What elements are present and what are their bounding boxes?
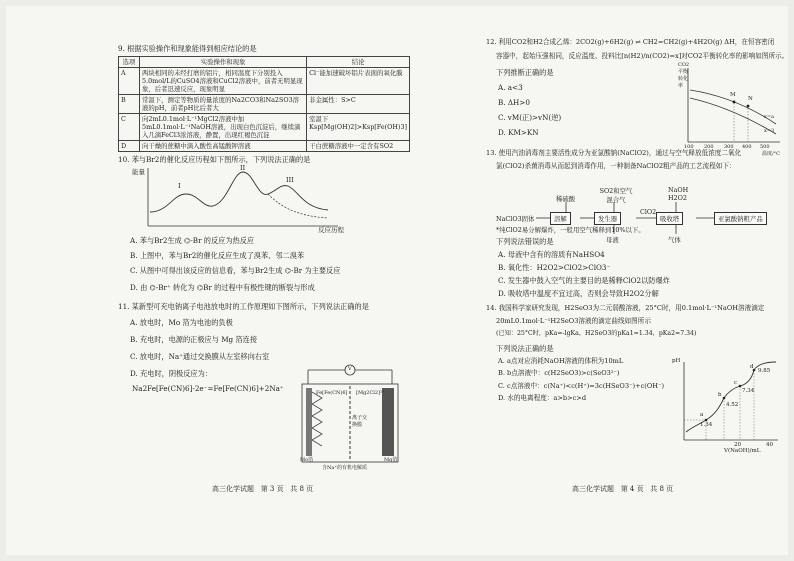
q13-option-b: B. 氧化性：H2O2>ClO2>ClO3⁻ — [498, 262, 611, 272]
flow-dissolve: 溶解 — [550, 212, 571, 225]
q11-option-d: D. 充电时，阴极反应为： — [130, 369, 212, 378]
table-cell: 向2mL0.1mol·L⁻¹MgCl2溶液中加5mL0.1mol·L⁻¹NaOH溶液，出现白色沉淀后，继续滴入几滴FeCl3浓溶液，静置，出现红褐色沉淀 — [140, 114, 307, 141]
point-m — [733, 101, 736, 104]
value-734: 7.34 — [742, 388, 755, 394]
energy-curve — [150, 172, 328, 212]
q14-prompt: 下列说法正确的是 — [496, 344, 554, 354]
exam-sheet — [6, 6, 788, 555]
mo-label: Mo箔 — [300, 457, 314, 463]
q12-option-a: A. a<3 — [498, 83, 523, 93]
q11-option-c: C. 放电时，Na⁺通过交换膜从左室移向右室 — [130, 352, 270, 361]
q12-graph — [676, 62, 784, 157]
tick-40: 40 — [766, 442, 773, 448]
q11-cell-diagram — [298, 364, 402, 474]
table-cell: A — [119, 68, 140, 95]
q14-option-c: C. c点溶液中：c(Na⁺)<c(H⁺)=3c(HSeO3⁻)+c(OH⁻) — [498, 381, 665, 390]
table-cell: D — [119, 141, 140, 152]
q12-x-label: 温度/°C — [762, 151, 781, 157]
q9-stem: 9. 根据实验操作和现象能得到相应结论的是 — [118, 44, 257, 53]
q13-option-c: C. 发生器中鼓入空气的主要目的是稀释ClO2以防爆炸 — [498, 275, 670, 285]
q12-prompt: 下列推断正确的是 — [496, 68, 554, 78]
q10-option-a: A. 苯与Br2生成 ⌬-Br 的反应为热反应 — [130, 236, 255, 245]
electrolyte-label: 含Na⁺的有机电解质 — [322, 465, 367, 471]
flow-product: 亚氯酸钠粗产品 — [714, 212, 767, 225]
value-452: 4.52 — [726, 402, 739, 408]
table-cell: C — [119, 114, 140, 141]
q13-stem-2: 氯(ClO2)杀菌消毒从而起到消毒作用，一种制备NaClO2粗产品的工艺流程如下： — [496, 161, 736, 170]
footer-page: 第 4 页 — [620, 485, 644, 493]
q11-equation: Na2Fe[Fe(CN)6]-2e⁻=Fe[Fe(CN)6]+2Na⁺ — [132, 384, 284, 393]
footer-title: 高三化学试题 — [212, 485, 254, 493]
flow-generator: 发生器 — [594, 212, 621, 225]
table-row — [119, 114, 410, 141]
label-x-a: x=a — [764, 114, 774, 120]
energy-profile-svg — [118, 164, 358, 234]
flow-gas: 气体 — [668, 236, 681, 244]
x-axis-label: 反应历程 — [318, 226, 344, 234]
q12-option-c: C. vM(正)>vN(逆) — [498, 113, 562, 123]
table-row — [119, 95, 410, 114]
table-cell: 室温下 Ksp[Mg(OH)2]>Ksp[Fe(OH)3] — [307, 114, 410, 141]
q14-option-d: D. 水的电离程度：a>b>c>d — [498, 393, 587, 402]
flow-start: NaClO3固体 — [496, 215, 535, 223]
mg-label: Mg箔 — [384, 457, 398, 463]
mg-electrode — [382, 388, 394, 456]
value-134: 1.34 — [700, 422, 713, 428]
cell-right-label: [Mg2Cl2]²⁺ — [356, 390, 385, 396]
table-cell: 非金属性：S>C — [307, 95, 410, 114]
table-cell: 两块相同的未经打磨的铝片，相同温度下分别投入5.0mol/L的CuSO4溶液和CuCl2溶液中，前者无明显现象，后者迅速反应，现象明显 — [140, 68, 307, 95]
label-n: N — [748, 96, 753, 102]
energy-curve-branch — [268, 194, 328, 218]
footer-page: 第 3 页 — [260, 485, 284, 493]
q13-option-d: D. 吸收塔中温度不宜过高，否则会导致H2O2分解 — [498, 288, 659, 298]
tick-200: 200 — [704, 144, 714, 150]
q14-x-label: V(NaOH)/mL — [724, 448, 761, 454]
table-cell: Cl⁻能加速破坏铝片表面的氧化膜 — [307, 68, 410, 95]
table-header: 结论 — [307, 57, 410, 68]
point-a — [705, 419, 708, 422]
q14-stem: 14. 我国科学家研究发现，H2SeO3为二元弱酸溶液，25°C时，用0.1mol·L⁻¹NaOH溶液滴定 — [486, 303, 765, 312]
table-cell: B — [119, 95, 140, 114]
flow-so2: SO2和空气混合气 — [599, 187, 633, 204]
tick-400: 400 — [742, 144, 752, 150]
value-985: 9.85 — [758, 368, 771, 374]
mo-electrode — [306, 388, 312, 456]
q10-option-d: D. 由 ⌬-Br⁺ 转化为 ⌬Br 的过程中有极性键的断裂与形成 — [130, 283, 315, 292]
q12-stem: 12. 利用CO2和H2合成乙烯：2CO2(g)+6H2(g) ⇌ CH2=CH2(g)+4H2O(g) ΔH，在恒容密闭 — [486, 38, 775, 46]
flow-clo2: ClO2 — [640, 208, 657, 216]
q10-energy-diagram — [118, 164, 418, 234]
q14-stem-2: 20mL0.1mol·L⁻¹H2SeO3溶液的滴定曲线如图所示 — [496, 317, 651, 326]
footer-title: 高三化学试题 — [572, 485, 614, 493]
point-n — [747, 105, 750, 108]
q12-option-b: B. ΔH>0 — [498, 98, 530, 108]
q11-stem: 11. 某新型可充电钠离子电池放电时的工作原理如下图所示，下列说法正确的是 — [118, 302, 369, 311]
tick-100: 100 — [684, 144, 694, 150]
q13-prompt: 下列说法错误的是 — [496, 236, 554, 246]
label-b: b — [718, 392, 722, 398]
q14-titration-graph — [670, 358, 782, 454]
q13-stem: 13. 使用汽油消毒剂主要活性成分为亚氯酸钠(NaClO2)，通过与空气释放低浓度二氧化 — [486, 149, 742, 158]
q12-option-d: D. KM>KN — [498, 128, 539, 138]
left-page — [118, 6, 418, 393]
footer-total: 共 8 页 — [650, 485, 674, 493]
tick-20: 20 — [734, 442, 741, 448]
flow-mother: 母液 — [606, 236, 619, 244]
right-footer — [572, 484, 673, 494]
tick-500: 500 — [760, 144, 770, 150]
q12-y-label: CO2平衡转化率 — [678, 62, 690, 89]
q14-y-label: pH — [672, 358, 681, 364]
table-cell: 干白蔗糖溶液中一定含有SO2 — [307, 141, 410, 152]
q11-option-a: A. 放电时，Mo 箔为电池的负极 — [130, 318, 233, 327]
peak-label-3: III — [286, 176, 294, 184]
q13-note: *纯ClO2易分解爆炸，一般用空气稀释到10%以下。 — [496, 225, 645, 234]
label-x-3: x=3 — [764, 128, 775, 134]
left-footer — [212, 484, 313, 494]
table-cell: 常温下，测定等物质的量浓度的Na2CO3和Na2SO3溶液的pH，前者pH比后者大 — [140, 95, 307, 114]
q10-option-c: C. 从图中可得出该反应的信息看，苯与Br2生成 ⌬-Br 为主要反应 — [130, 266, 341, 275]
label-c: c — [734, 380, 738, 386]
flow-absorber: 吸收塔 — [656, 212, 683, 225]
flow-acid: 稀硫酸 — [556, 195, 576, 203]
label-m: M — [730, 92, 736, 98]
point-b — [723, 397, 726, 400]
q13-flowchart — [496, 186, 786, 250]
q10-stem: 10. 苯与Br2的催化反应历程如下图所示，下列说法正确的是 — [118, 155, 311, 164]
table-header: 实验操作和现象 — [140, 57, 307, 68]
peak-label-2: II — [240, 164, 246, 172]
label-a: a — [700, 412, 704, 418]
q14-option-a: A. a点对应消耗NaOH溶液的体积为10mL — [498, 357, 624, 366]
cell-left-label: Fe[Fe(CN)6] — [316, 390, 348, 396]
point-c — [739, 385, 742, 388]
table-cell: 向干燥的蔗糖中滴入酸性高锰酸钾溶液 — [140, 141, 307, 152]
membrane-label: 离子交换膜 — [352, 415, 368, 428]
tick-300: 300 — [724, 144, 734, 150]
table-row — [119, 68, 410, 95]
table-header: 选项 — [119, 57, 140, 68]
q9-table — [118, 56, 410, 152]
q12-stem-2: 容器中，起始压强相同，反应温度、投料比[n(H2)/n(CO2)=x]对CO2平衡转化率的影响如图所示。 — [496, 52, 789, 61]
flow-naoh: NaOH — [668, 186, 689, 194]
label-d: d — [750, 364, 754, 370]
q12-graph-svg — [676, 62, 784, 154]
q14-info: (已知：25°C时，pKa=-lgKa，H2SeO3的pKa1=1.34，pKa2=7.34) — [496, 330, 697, 338]
table-row — [119, 141, 410, 152]
q13-option-a: A. 母液中含有的溶质有NaHSO4 — [498, 249, 605, 259]
peak-label-1: I — [178, 182, 181, 190]
y-axis-label: 能量 — [132, 168, 145, 176]
q11-option-b: B. 充电时，电源的正极应与 Mg 箔连接 — [130, 335, 258, 344]
flow-h2o2: H2O2 — [668, 194, 687, 202]
voltmeter-label: V — [348, 366, 352, 372]
footer-total: 共 8 页 — [290, 485, 314, 493]
q14-option-b: B. b点溶液中：c(H2SeO3)>c(SeO3²⁻) — [498, 369, 620, 378]
q10-option-b: B. 上图中，苯与Br2的催化反应生成了溴苯、邻二溴苯 — [130, 251, 305, 260]
